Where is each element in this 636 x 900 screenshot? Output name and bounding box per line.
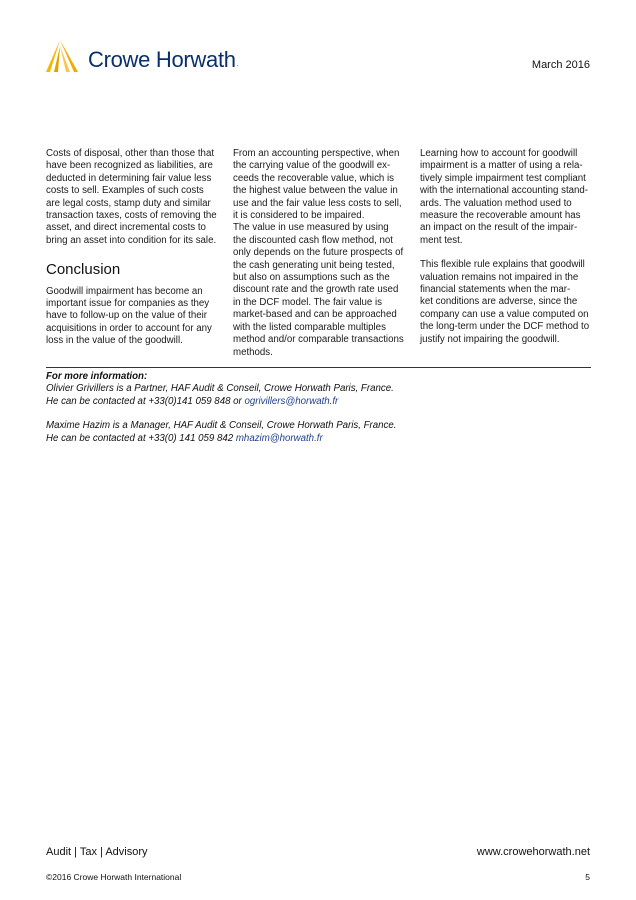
brand-name: Crowe Horwath. (88, 47, 239, 72)
paragraph-accounting-perspective: From an accounting perspective, when the carrying value of the goodwill ex- ceeds the recoverable value, which is the highest value between the value in use and the fair value less costs to sell, it is considered to be impaired. (233, 148, 402, 222)
paragraph-conclusion: Goodwill impairment has become an important issue for companies as they have to follow-up on the value of their acquisitions in order to account for any loss in the value of the goodwill. (46, 285, 212, 347)
contact-grivillers-phone: He can be contacted at +33(0)141 059 848 or ogrivillers@horwath.fr (46, 395, 339, 407)
paragraph-learning-goodwill: Learning how to account for goodwill impairment is a matter of using a rela- tively simple impairment test compliant with the international accounting stand- ards. The valuation method used to measure the recoverable amount has an impact on the result of the impair- ment test. (420, 148, 589, 246)
footer-services: Audit | Tax | Advisory (46, 846, 148, 858)
footer-copyright: ©2016 Crowe Horwath International (46, 872, 182, 882)
more-information-heading: For more information: (46, 371, 148, 382)
column-1 (46, 148, 218, 348)
contact-hazim-phone: He can be contacted at +33(0) 141 059 842 mhazim@horwath.fr (46, 432, 323, 444)
paragraph-costs-of-disposal: Costs of disposal, other than those that have been recognized as liabilities, are deducted in determining fair value less costs to sell. Examples of such costs are legal costs, stamp duty and similar transaction taxes, costs of removing the asset, and direct incremental costs to bring an asset into condition for its sale. (46, 148, 217, 246)
email-link-grivillers[interactable]: ogrivillers@horwath.fr (244, 395, 339, 407)
paragraph-value-in-use: The value in use measured by using the discounted cash flow method, not only depends on the future prospects of the cash generating unit being tested, but also on assumptions such as the discount rate and the growth rate used in the DCF model. The fair value is market-based and can be approached with the listed comparable multiples method and/or comparable transactions methods. (233, 222, 404, 358)
page-number: 5 (585, 872, 590, 882)
email-link-hazim[interactable]: mhazim@horwath.fr (235, 432, 323, 444)
more-information (46, 371, 591, 445)
contact-grivillers-title: Olivier Grivillers is a Partner, HAF Audit & Conseil, Crowe Horwath Paris, France. (46, 383, 394, 395)
conclusion-heading: Conclusion (46, 261, 121, 279)
column-2 (233, 148, 405, 359)
section-divider (46, 367, 591, 368)
document-date: March 2016 (531, 59, 590, 71)
contact-hazim (46, 420, 591, 445)
column-3 (420, 148, 592, 346)
contact-grivillers (46, 383, 591, 408)
contact-hazim-title: Maxime Hazim is a Manager, HAF Audit & Conseil, Crowe Horwath Paris, France. (46, 420, 397, 432)
footer-website[interactable]: www.crowehorwath.net (476, 846, 590, 858)
paragraph-flexible-rule: This flexible rule explains that goodwill valuation remains not impaired in the financial statements when the mar- ket conditions are adverse, since the company can use a value computed on the long-term under the DCF method to justify not impairing the goodwill. (420, 259, 590, 345)
